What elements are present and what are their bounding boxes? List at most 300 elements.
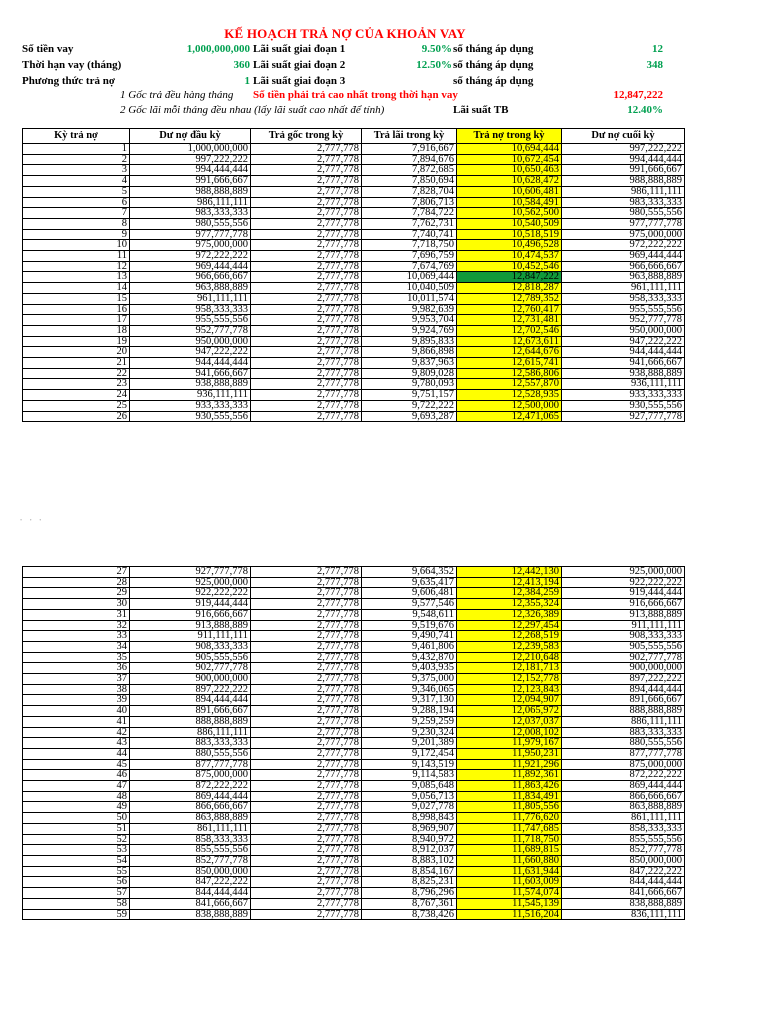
cell-period: 16 <box>23 304 130 315</box>
cell-principal: 2,777,778 <box>251 652 362 663</box>
cell-interest: 9,693,287 <box>362 411 457 422</box>
cell-payment: 10,694,444 <box>457 144 562 155</box>
method-label: Phương thức trả nợ <box>22 75 115 87</box>
cell-closing-balance: 891,666,667 <box>562 695 685 706</box>
cell-opening-balance: 911,111,111 <box>130 631 251 642</box>
table-row <box>23 567 685 578</box>
cell-opening-balance: 866,666,667 <box>130 802 251 813</box>
cell-payment: 10,518,519 <box>457 229 562 240</box>
cell-period: 24 <box>23 390 130 401</box>
cell-interest: 9,027,778 <box>362 802 457 813</box>
cell-period: 3 <box>23 165 130 176</box>
months2-label: số tháng áp dụng <box>453 59 534 71</box>
rate3-label: Lãi suất giai đoạn 3 <box>253 75 346 87</box>
cell-closing-balance: 980,555,556 <box>562 208 685 219</box>
cell-interest: 9,432,870 <box>362 652 457 663</box>
cell-closing-balance: 875,000,000 <box>562 759 685 770</box>
cell-interest: 9,809,028 <box>362 368 457 379</box>
cell-interest: 9,982,639 <box>362 304 457 315</box>
cell-principal: 2,777,778 <box>251 684 362 695</box>
cell-payment: 11,950,231 <box>457 748 562 759</box>
cell-principal: 2,777,778 <box>251 609 362 620</box>
cell-opening-balance: 894,444,444 <box>130 695 251 706</box>
cell-opening-balance: 938,888,889 <box>130 379 251 390</box>
cell-opening-balance: 983,333,333 <box>130 208 251 219</box>
cell-opening-balance: 900,000,000 <box>130 674 251 685</box>
cell-period: 49 <box>23 802 130 813</box>
table-row <box>23 759 685 770</box>
cell-period: 23 <box>23 379 130 390</box>
cell-payment: 11,718,750 <box>457 834 562 845</box>
cell-period: 59 <box>23 909 130 920</box>
table-row <box>23 144 685 155</box>
cell-payment: 12,702,546 <box>457 325 562 336</box>
cell-payment: 11,979,167 <box>457 738 562 749</box>
cell-payment: 11,516,204 <box>457 909 562 920</box>
cell-closing-balance: 986,111,111 <box>562 186 685 197</box>
cell-opening-balance: 886,111,111 <box>130 727 251 738</box>
table-row <box>23 293 685 304</box>
cell-principal: 2,777,778 <box>251 165 362 176</box>
cell-opening-balance: 988,888,889 <box>130 186 251 197</box>
cell-opening-balance: 880,555,556 <box>130 748 251 759</box>
cell-period: 52 <box>23 834 130 845</box>
cell-opening-balance: 980,555,556 <box>130 218 251 229</box>
cell-closing-balance: 922,222,222 <box>562 577 685 588</box>
avg-rate-label: Lãi suất TB <box>453 104 509 116</box>
table-row <box>23 631 685 642</box>
cell-interest: 7,872,685 <box>362 165 457 176</box>
cell-principal: 2,777,778 <box>251 759 362 770</box>
cell-payment: 12,557,870 <box>457 379 562 390</box>
cell-closing-balance: 952,777,778 <box>562 315 685 326</box>
cell-payment: 12,644,676 <box>457 347 562 358</box>
cell-payment: 11,805,556 <box>457 802 562 813</box>
cell-payment: 12,152,778 <box>457 674 562 685</box>
cell-period: 10 <box>23 240 130 251</box>
cell-opening-balance: 841,666,667 <box>130 898 251 909</box>
cell-period: 48 <box>23 791 130 802</box>
cell-principal: 2,777,778 <box>251 663 362 674</box>
cell-opening-balance: 858,333,333 <box>130 834 251 845</box>
cell-interest: 10,040,509 <box>362 283 457 294</box>
cell-closing-balance: 958,333,333 <box>562 293 685 304</box>
avg-rate-value: 12.40% <box>627 104 663 116</box>
cell-period: 51 <box>23 823 130 834</box>
cell-opening-balance: 922,222,222 <box>130 588 251 599</box>
cell-opening-balance: 930,555,556 <box>130 411 251 422</box>
cell-principal: 2,777,778 <box>251 229 362 240</box>
cell-period: 56 <box>23 877 130 888</box>
cell-interest: 8,912,037 <box>362 845 457 856</box>
loan-amount-value: 1,000,000,000 <box>186 43 250 55</box>
cell-principal: 2,777,778 <box>251 272 362 283</box>
cell-interest: 9,201,389 <box>362 738 457 749</box>
table-row <box>23 229 685 240</box>
cell-payment: 12,181,713 <box>457 663 562 674</box>
cell-principal: 2,777,778 <box>251 588 362 599</box>
cell-payment: 12,586,806 <box>457 368 562 379</box>
table-row <box>23 154 685 165</box>
cell-closing-balance: 844,444,444 <box>562 877 685 888</box>
cell-opening-balance: 936,111,111 <box>130 390 251 401</box>
cell-period: 55 <box>23 866 130 877</box>
cell-opening-balance: 855,555,556 <box>130 845 251 856</box>
cell-payment: 12,268,519 <box>457 631 562 642</box>
cell-opening-balance: 950,000,000 <box>130 336 251 347</box>
cell-opening-balance: 975,000,000 <box>130 240 251 251</box>
table-row <box>23 588 685 599</box>
cell-principal: 2,777,778 <box>251 738 362 749</box>
cell-opening-balance: 891,666,667 <box>130 706 251 717</box>
cell-opening-balance: 897,222,222 <box>130 684 251 695</box>
cell-closing-balance: 858,333,333 <box>562 823 685 834</box>
cell-opening-balance: 905,555,556 <box>130 652 251 663</box>
cell-closing-balance: 861,111,111 <box>562 813 685 824</box>
cell-closing-balance: 913,888,889 <box>562 609 685 620</box>
cell-period: 4 <box>23 176 130 187</box>
cell-closing-balance: 897,222,222 <box>562 674 685 685</box>
cell-period: 30 <box>23 599 130 610</box>
cell-opening-balance: 838,888,889 <box>130 909 251 920</box>
cell-closing-balance: 900,000,000 <box>562 663 685 674</box>
cell-opening-balance: 861,111,111 <box>130 823 251 834</box>
cell-payment: 11,545,139 <box>457 898 562 909</box>
cell-payment: 11,863,426 <box>457 781 562 792</box>
cell-closing-balance: 841,666,667 <box>562 888 685 899</box>
cell-payment: 10,562,500 <box>457 208 562 219</box>
cell-principal: 2,777,778 <box>251 379 362 390</box>
cell-interest: 9,606,481 <box>362 588 457 599</box>
cell-principal: 2,777,778 <box>251 620 362 631</box>
cell-payment: 10,628,472 <box>457 176 562 187</box>
cell-interest: 7,784,722 <box>362 208 457 219</box>
cell-opening-balance: 963,888,889 <box>130 283 251 294</box>
cell-payment: 11,689,815 <box>457 845 562 856</box>
cell-interest: 7,696,759 <box>362 251 457 262</box>
cell-closing-balance: 975,000,000 <box>562 229 685 240</box>
cell-principal: 2,777,778 <box>251 834 362 845</box>
cell-payment: 12,528,935 <box>457 390 562 401</box>
cell-interest: 9,259,259 <box>362 716 457 727</box>
cell-interest: 7,806,713 <box>362 197 457 208</box>
cell-interest: 10,069,444 <box>362 272 457 283</box>
cell-payment: 10,672,454 <box>457 154 562 165</box>
table-row <box>23 315 685 326</box>
cell-principal: 2,777,778 <box>251 813 362 824</box>
cell-payment: 12,008,102 <box>457 727 562 738</box>
cell-payment: 12,731,481 <box>457 315 562 326</box>
cell-payment: 10,474,537 <box>457 251 562 262</box>
option1-text: 1 Gốc trả đều hàng tháng <box>120 89 234 101</box>
cell-period: 33 <box>23 631 130 642</box>
table-row <box>23 240 685 251</box>
table-row <box>23 748 685 759</box>
table-row <box>23 791 685 802</box>
cell-closing-balance: 944,444,444 <box>562 347 685 358</box>
cell-principal: 2,777,778 <box>251 674 362 685</box>
cell-opening-balance: 969,444,444 <box>130 261 251 272</box>
cell-opening-balance: 850,000,000 <box>130 866 251 877</box>
cell-opening-balance: 941,666,667 <box>130 368 251 379</box>
cell-closing-balance: 961,111,111 <box>562 283 685 294</box>
cell-interest: 10,011,574 <box>362 293 457 304</box>
cell-payment: 10,540,509 <box>457 218 562 229</box>
cell-interest: 9,780,093 <box>362 379 457 390</box>
cell-closing-balance: 894,444,444 <box>562 684 685 695</box>
cell-principal: 2,777,778 <box>251 186 362 197</box>
cell-opening-balance: 863,888,889 <box>130 813 251 824</box>
cell-principal: 2,777,778 <box>251 411 362 422</box>
table-row <box>23 706 685 717</box>
cell-closing-balance: 983,333,333 <box>562 197 685 208</box>
table-row <box>23 186 685 197</box>
rate1-value: 9.50% <box>421 43 452 55</box>
cell-principal: 2,777,778 <box>251 716 362 727</box>
table-row <box>23 802 685 813</box>
term-value: 360 <box>233 59 250 71</box>
cell-opening-balance: 847,222,222 <box>130 877 251 888</box>
cell-period: 2 <box>23 154 130 165</box>
table-row <box>23 272 685 283</box>
cell-closing-balance: 836,111,111 <box>562 909 685 920</box>
cell-payment: 12,442,130 <box>457 567 562 578</box>
months2-value: 348 <box>646 59 663 71</box>
cell-principal: 2,777,778 <box>251 781 362 792</box>
cell-closing-balance: 877,777,778 <box>562 748 685 759</box>
cell-payment: 12,615,741 <box>457 358 562 369</box>
cell-interest: 9,085,648 <box>362 781 457 792</box>
cell-interest: 9,635,417 <box>362 577 457 588</box>
rate1-label: Lãi suất giai đoạn 1 <box>253 43 346 55</box>
table-row <box>23 400 685 411</box>
cell-period: 25 <box>23 400 130 411</box>
cell-opening-balance: 991,666,667 <box>130 176 251 187</box>
cell-interest: 9,548,611 <box>362 609 457 620</box>
table-row <box>23 390 685 401</box>
cell-principal: 2,777,778 <box>251 599 362 610</box>
cell-principal: 2,777,778 <box>251 368 362 379</box>
cell-payment: 12,037,037 <box>457 716 562 727</box>
cell-payment: 12,123,843 <box>457 684 562 695</box>
cell-opening-balance: 875,000,000 <box>130 770 251 781</box>
cell-interest: 8,969,907 <box>362 823 457 834</box>
cell-closing-balance: 905,555,556 <box>562 641 685 652</box>
cell-payment: 11,574,074 <box>457 888 562 899</box>
cell-closing-balance: 941,666,667 <box>562 358 685 369</box>
cell-payment: 11,834,491 <box>457 791 562 802</box>
cell-payment: 12,413,194 <box>457 577 562 588</box>
table-row <box>23 641 685 652</box>
cell-opening-balance: 883,333,333 <box>130 738 251 749</box>
cell-period: 29 <box>23 588 130 599</box>
cell-interest: 7,850,694 <box>362 176 457 187</box>
table-row <box>23 909 685 920</box>
table-row <box>23 888 685 899</box>
cell-principal: 2,777,778 <box>251 336 362 347</box>
cell-payment: 10,584,491 <box>457 197 562 208</box>
table-row <box>23 599 685 610</box>
cell-closing-balance: 919,444,444 <box>562 588 685 599</box>
cell-opening-balance: 977,777,778 <box>130 229 251 240</box>
cell-principal: 2,777,778 <box>251 197 362 208</box>
table-row <box>23 368 685 379</box>
cell-period: 26 <box>23 411 130 422</box>
cell-period: 18 <box>23 325 130 336</box>
loan-amount-label: Số tiền vay <box>22 43 74 55</box>
cell-payment: 11,921,296 <box>457 759 562 770</box>
cell-interest: 9,664,352 <box>362 567 457 578</box>
cell-payment: 10,650,463 <box>457 165 562 176</box>
cell-principal: 2,777,778 <box>251 748 362 759</box>
cell-opening-balance: 888,888,889 <box>130 716 251 727</box>
table-row <box>23 823 685 834</box>
cell-closing-balance: 991,666,667 <box>562 165 685 176</box>
cell-opening-balance: 852,777,778 <box>130 855 251 866</box>
cell-period: 9 <box>23 229 130 240</box>
cell-interest: 7,674,769 <box>362 261 457 272</box>
cell-period: 53 <box>23 845 130 856</box>
cell-closing-balance: 938,888,889 <box>562 368 685 379</box>
cell-interest: 9,577,546 <box>362 599 457 610</box>
cell-period: 46 <box>23 770 130 781</box>
cell-period: 43 <box>23 738 130 749</box>
cell-principal: 2,777,778 <box>251 695 362 706</box>
cell-payment: 12,789,352 <box>457 293 562 304</box>
table-row <box>23 877 685 888</box>
cell-payment: 11,603,009 <box>457 877 562 888</box>
cell-payment: 12,818,287 <box>457 283 562 294</box>
cell-payment: 12,673,611 <box>457 336 562 347</box>
table-row <box>23 813 685 824</box>
cell-opening-balance: 902,777,778 <box>130 663 251 674</box>
cell-principal: 2,777,778 <box>251 791 362 802</box>
table-row <box>23 866 685 877</box>
cell-interest: 9,924,769 <box>362 325 457 336</box>
table-row <box>23 834 685 845</box>
cell-period: 17 <box>23 315 130 326</box>
cell-payment: 12,471,065 <box>457 411 562 422</box>
cell-closing-balance: 969,444,444 <box>562 251 685 262</box>
cell-principal: 2,777,778 <box>251 567 362 578</box>
cell-interest: 9,722,222 <box>362 400 457 411</box>
cell-payment: 11,631,944 <box>457 866 562 877</box>
cell-payment: 12,239,583 <box>457 641 562 652</box>
cell-payment: 12,210,648 <box>457 652 562 663</box>
cell-closing-balance: 852,777,778 <box>562 845 685 856</box>
table-row <box>23 411 685 422</box>
rate2-label: Lãi suất giai đoạn 2 <box>253 59 346 71</box>
cell-opening-balance: 869,444,444 <box>130 791 251 802</box>
cell-principal: 2,777,778 <box>251 208 362 219</box>
cell-principal: 2,777,778 <box>251 888 362 899</box>
cell-period: 21 <box>23 358 130 369</box>
cell-period: 57 <box>23 888 130 899</box>
cell-principal: 2,777,778 <box>251 855 362 866</box>
table-row <box>23 620 685 631</box>
cell-interest: 7,740,741 <box>362 229 457 240</box>
col-header-closing-balance: Dư nợ cuối kỳ <box>562 129 685 144</box>
cell-principal: 2,777,778 <box>251 877 362 888</box>
cell-period: 5 <box>23 186 130 197</box>
cell-principal: 2,777,778 <box>251 283 362 294</box>
cell-closing-balance: 988,888,889 <box>562 176 685 187</box>
cell-principal: 2,777,778 <box>251 390 362 401</box>
cell-principal: 2,777,778 <box>251 641 362 652</box>
cell-interest: 8,767,361 <box>362 898 457 909</box>
cell-interest: 9,172,454 <box>362 748 457 759</box>
table-row <box>23 358 685 369</box>
table-row <box>23 304 685 315</box>
cell-period: 38 <box>23 684 130 695</box>
cell-principal: 2,777,778 <box>251 293 362 304</box>
cell-period: 54 <box>23 855 130 866</box>
cell-principal: 2,777,778 <box>251 176 362 187</box>
cell-payment: 12,760,417 <box>457 304 562 315</box>
table-row <box>23 261 685 272</box>
cell-closing-balance: 997,222,222 <box>562 144 685 155</box>
cell-interest: 9,751,157 <box>362 390 457 401</box>
rate2-value: 12.50% <box>416 59 452 71</box>
cell-payment: 11,660,880 <box>457 855 562 866</box>
cell-principal: 2,777,778 <box>251 866 362 877</box>
cell-interest: 7,828,704 <box>362 186 457 197</box>
cell-principal: 2,777,778 <box>251 823 362 834</box>
cell-opening-balance: 966,666,667 <box>130 272 251 283</box>
cell-interest: 9,114,583 <box>362 770 457 781</box>
cell-principal: 2,777,778 <box>251 218 362 229</box>
cell-period: 34 <box>23 641 130 652</box>
cell-period: 58 <box>23 898 130 909</box>
cell-closing-balance: 902,777,778 <box>562 652 685 663</box>
cell-interest: 9,375,000 <box>362 674 457 685</box>
method-value: 1 <box>244 75 250 87</box>
cell-payment: 10,606,481 <box>457 186 562 197</box>
cell-period: 32 <box>23 620 130 631</box>
cell-opening-balance: 958,333,333 <box>130 304 251 315</box>
cell-payment: 10,496,528 <box>457 240 562 251</box>
cell-principal: 2,777,778 <box>251 347 362 358</box>
col-header-interest: Trả lãi trong kỳ <box>362 129 457 144</box>
cell-principal: 2,777,778 <box>251 909 362 920</box>
col-header-payment: Trả nợ trong kỳ <box>457 129 562 144</box>
table-row <box>23 898 685 909</box>
cell-opening-balance: 925,000,000 <box>130 577 251 588</box>
table-row <box>23 695 685 706</box>
cell-opening-balance: 872,222,222 <box>130 781 251 792</box>
cell-period: 40 <box>23 706 130 717</box>
cell-period: 37 <box>23 674 130 685</box>
months1-value: 12 <box>652 43 663 55</box>
max-pay-value: 12,847,222 <box>613 89 663 101</box>
cell-opening-balance: 908,333,333 <box>130 641 251 652</box>
cell-principal: 2,777,778 <box>251 577 362 588</box>
cell-period: 44 <box>23 748 130 759</box>
cell-principal: 2,777,778 <box>251 631 362 642</box>
cell-interest: 9,143,519 <box>362 759 457 770</box>
months1-label: số tháng áp dụng <box>453 43 534 55</box>
table-row <box>23 738 685 749</box>
table-row <box>23 165 685 176</box>
cell-period: 15 <box>23 293 130 304</box>
cell-closing-balance: 886,111,111 <box>562 716 685 727</box>
table-row <box>23 727 685 738</box>
cell-principal: 2,777,778 <box>251 154 362 165</box>
table-header-row <box>23 129 685 144</box>
table-row <box>23 855 685 866</box>
cell-period: 6 <box>23 197 130 208</box>
cell-interest: 9,866,898 <box>362 347 457 358</box>
